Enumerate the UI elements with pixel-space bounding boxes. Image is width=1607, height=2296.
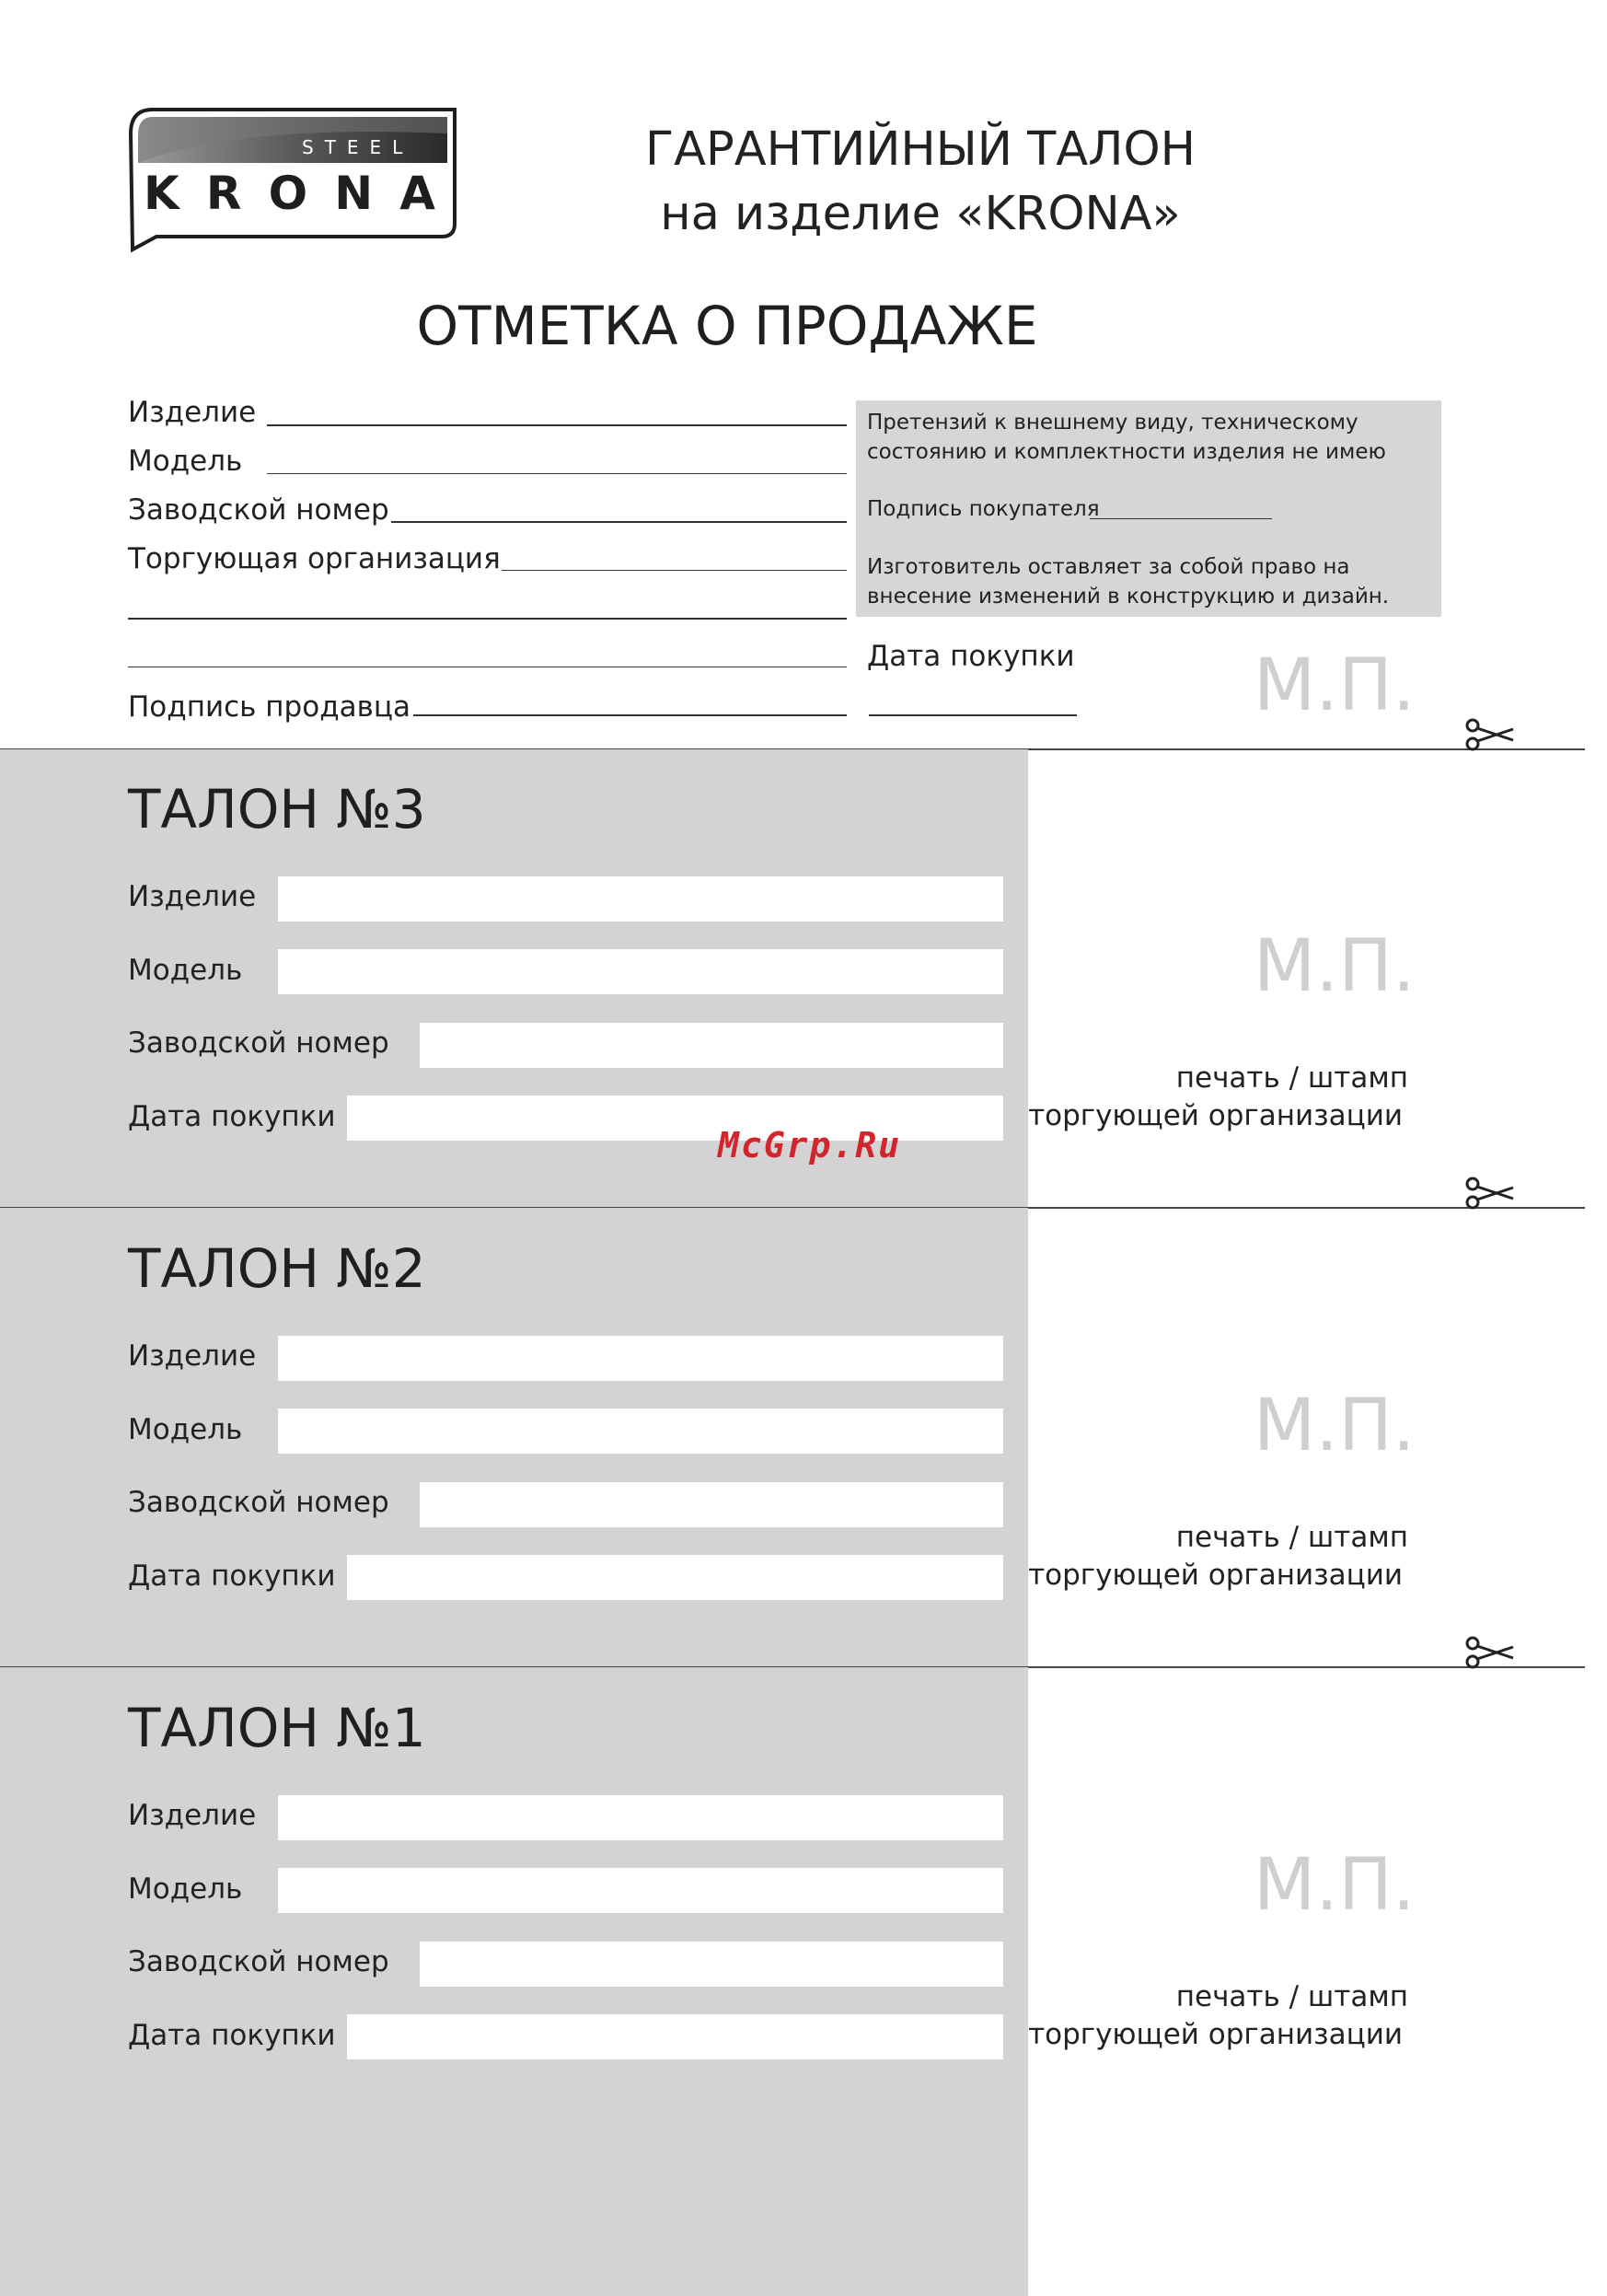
sale-product-line[interactable] [267, 424, 847, 426]
coupon-1-stamp-mark: М.П. [1254, 1844, 1416, 1927]
coupon-2-model-label: Модель [128, 1413, 243, 1446]
coupon-3-model-label: Модель [128, 954, 243, 987]
logo-brand-text: KRONA [144, 167, 438, 220]
coupon-3-stamp-label-2: торгующей организации [1028, 1099, 1403, 1132]
coupon-2-date-label: Дата покупки [128, 1560, 336, 1593]
claims-text-1: Претензий к внешнему виду, техническому [867, 411, 1358, 435]
coupon-1-serial-label: Заводской номер [128, 1945, 389, 1978]
rights-text-1: Изготовитель оставляет за собой право на [867, 555, 1350, 579]
sale-seller-signature-label: Подпись продавца [128, 690, 411, 724]
coupon-3-stamp-label-1: печать / штамп [1175, 1061, 1408, 1095]
watermark-text: McGrp.Ru [718, 1125, 902, 1165]
coupon-2-product-label: Изделие [128, 1339, 257, 1373]
coupon-3-model-field[interactable] [278, 949, 1003, 994]
sale-model-line[interactable] [267, 473, 847, 474]
coupon-3-title: ТАЛОН №3 [128, 778, 426, 841]
sale-serial-label: Заводской номер [128, 493, 389, 527]
coupon-1-product-label: Изделие [128, 1799, 257, 1832]
krona-steel-logo [127, 106, 458, 253]
coupon-3-serial-label: Заводской номер [128, 1026, 389, 1060]
coupon-2-serial-label: Заводской номер [128, 1486, 389, 1519]
coupon-3-stamp-mark: М.П. [1254, 925, 1416, 1008]
scissors-icon [1463, 1636, 1515, 1669]
coupon-1-stamp-label-1: печать / штамп [1175, 1980, 1408, 2013]
buyer-signature-label: Подпись покупателя [867, 497, 1100, 521]
sale-section-title: ОТМЕТКА О ПРОДАЖЕ [416, 295, 1038, 357]
sale-seller-signature-line[interactable] [413, 714, 847, 716]
sale-product-label: Изделие [128, 396, 257, 429]
coupon-1-model-label: Модель [128, 1873, 243, 1906]
sale-model-label: Модель [128, 445, 243, 478]
coupon-1-title: ТАЛОН №1 [128, 1697, 426, 1759]
coupon-1-product-field[interactable] [278, 1795, 1003, 1840]
coupon-2-stamp-label-2: торгующей организации [1028, 1559, 1403, 1592]
logo-steel-text: STEEL [302, 136, 414, 158]
coupon-3-product-label: Изделие [128, 880, 257, 913]
scissors-icon [1463, 718, 1515, 751]
coupon-3-date-label: Дата покупки [128, 1100, 336, 1133]
sale-org-line-2[interactable] [128, 618, 847, 620]
warranty-title: ГАРАНТИЙНЫЙ ТАЛОН [644, 122, 1197, 177]
sale-serial-line[interactable] [391, 521, 847, 523]
sale-org-line[interactable] [502, 570, 847, 571]
sale-org-label: Торгующая организация [128, 542, 501, 575]
coupon-2-model-field[interactable] [278, 1409, 1003, 1454]
buyer-info-box [856, 400, 1441, 617]
sale-purchase-date-label: Дата покупки [867, 640, 1075, 673]
coupon-3-product-field[interactable] [278, 876, 1003, 922]
sale-purchase-date-line[interactable] [869, 714, 1077, 716]
coupon-1-stamp-label-2: торгующей организации [1028, 2018, 1403, 2051]
coupon-2-stamp-mark: М.П. [1254, 1385, 1416, 1467]
buyer-signature-line[interactable] [1090, 518, 1272, 519]
coupon-2-stamp-label-1: печать / штамп [1175, 1521, 1408, 1554]
coupon-1-date-label: Дата покупки [128, 2019, 336, 2052]
warranty-subtitle: на изделие «KRONA» [660, 187, 1181, 241]
sale-stamp-mark: М.П. [1254, 644, 1416, 727]
claims-text-2: состоянию и комплектности изделия не имею [867, 440, 1386, 464]
coupon-2-product-field[interactable] [278, 1336, 1003, 1381]
coupon-2-title: ТАЛОН №2 [128, 1237, 426, 1300]
scissors-icon [1463, 1177, 1515, 1210]
coupon-1-model-field[interactable] [278, 1868, 1003, 1913]
rights-text-2: внесение изменений в конструкцию и дизайн. [867, 585, 1390, 609]
